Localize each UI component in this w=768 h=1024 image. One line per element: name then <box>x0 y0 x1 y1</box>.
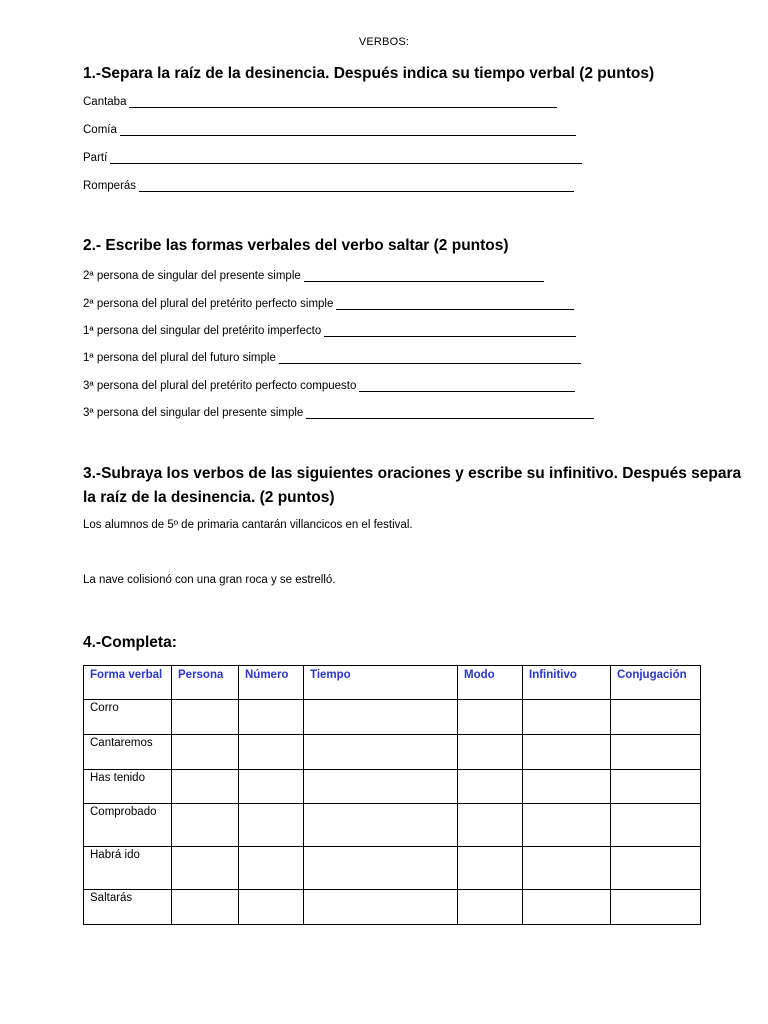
section-3-heading-line-1: 3.-Subraya los verbos de las siguientes oraciones y escribe su infinitivo. Después separa <box>83 465 742 482</box>
answer-cell[interactable] <box>458 770 523 804</box>
answer-cell[interactable] <box>239 804 304 847</box>
answer-cell[interactable] <box>172 890 239 925</box>
answer-blank[interactable] <box>129 96 557 108</box>
answer-blank[interactable] <box>304 270 544 282</box>
section-1-heading: 1.-Separa la raíz de la desinencia. Después indica su tiempo verbal (2 puntos) <box>83 65 655 82</box>
prompt-label: 1ª persona del plural del futuro simple <box>83 352 276 364</box>
answer-cell[interactable] <box>611 700 701 735</box>
column-header: Infinitivo <box>523 666 611 700</box>
prompt-label: 2ª persona del plural del pretérito perfecto simple <box>83 298 334 310</box>
column-header: Forma verbal <box>84 666 172 700</box>
answer-cell[interactable] <box>304 847 458 890</box>
table-header-row <box>84 666 701 700</box>
section-2-line <box>83 321 576 337</box>
verb-form-cell: Comprobado <box>84 804 172 847</box>
section-1-line <box>83 92 557 108</box>
table-row <box>84 890 701 925</box>
verb-label: Cantaba <box>83 96 127 108</box>
answer-cell[interactable] <box>172 804 239 847</box>
section-2-line <box>83 348 581 364</box>
section-1-line <box>83 176 574 192</box>
answer-cell[interactable] <box>611 804 701 847</box>
table-row <box>84 700 701 735</box>
answer-cell[interactable] <box>304 770 458 804</box>
answer-cell[interactable] <box>304 735 458 770</box>
verb-label: Partí <box>83 152 108 164</box>
answer-blank[interactable] <box>324 325 576 337</box>
verb-form-cell: Has tenido <box>84 770 172 804</box>
sentence-2: La nave colisionó con una gran roca y se estrelló. <box>83 574 336 586</box>
document-title: VERBOS: <box>358 36 410 48</box>
column-header: Tiempo <box>304 666 458 700</box>
answer-cell[interactable] <box>611 847 701 890</box>
answer-cell[interactable] <box>523 735 611 770</box>
sentence-1: Los alumnos de 5º de primaria cantarán villancicos en el festival. <box>83 519 413 531</box>
answer-cell[interactable] <box>458 735 523 770</box>
answer-cell[interactable] <box>304 804 458 847</box>
answer-cell[interactable] <box>611 770 701 804</box>
prompt-label: 2ª persona de singular del presente simple <box>83 270 301 282</box>
section-1-line <box>83 120 576 136</box>
answer-cell[interactable] <box>172 735 239 770</box>
table-row <box>84 847 701 890</box>
answer-cell[interactable] <box>458 700 523 735</box>
answer-cell[interactable] <box>239 735 304 770</box>
column-header: Modo <box>458 666 523 700</box>
answer-cell[interactable] <box>458 804 523 847</box>
answer-blank[interactable] <box>120 124 576 136</box>
answer-cell[interactable] <box>523 770 611 804</box>
answer-cell[interactable] <box>239 890 304 925</box>
section-2-heading: 2.- Escribe las formas verbales del verbo saltar (2 puntos) <box>83 237 509 254</box>
prompt-label: 1ª persona del singular del pretérito imperfecto <box>83 325 322 337</box>
conjugation-table <box>83 665 701 925</box>
verb-form-cell: Corro <box>84 700 172 735</box>
verb-label: Comía <box>83 124 117 136</box>
section-3-heading-line-2: la raíz de la desinencia. (2 puntos) <box>83 489 335 506</box>
verb-label: Romperás <box>83 180 137 192</box>
answer-cell[interactable] <box>239 700 304 735</box>
answer-cell[interactable] <box>239 847 304 890</box>
answer-blank[interactable] <box>110 152 582 164</box>
answer-cell[interactable] <box>523 890 611 925</box>
answer-cell[interactable] <box>523 847 611 890</box>
verb-form-cell: Cantaremos <box>84 735 172 770</box>
answer-blank[interactable] <box>279 352 581 364</box>
answer-cell[interactable] <box>172 770 239 804</box>
verb-form-cell: Habrá ido <box>84 847 172 890</box>
answer-blank[interactable] <box>359 380 575 392</box>
answer-cell[interactable] <box>523 700 611 735</box>
answer-cell[interactable] <box>239 770 304 804</box>
section-2-line <box>83 266 544 282</box>
answer-blank[interactable] <box>306 407 594 419</box>
answer-cell[interactable] <box>458 890 523 925</box>
answer-blank[interactable] <box>139 180 574 192</box>
table-row <box>84 770 701 804</box>
answer-cell[interactable] <box>458 847 523 890</box>
section-2-line <box>83 294 574 310</box>
table-row <box>84 735 701 770</box>
column-header: Persona <box>172 666 239 700</box>
column-header: Conjugación <box>611 666 701 700</box>
answer-cell[interactable] <box>172 700 239 735</box>
prompt-label: 3ª persona del plural del pretérito perfecto compuesto <box>83 380 357 392</box>
column-header: Número <box>239 666 304 700</box>
answer-cell[interactable] <box>172 847 239 890</box>
answer-cell[interactable] <box>611 735 701 770</box>
section-4-heading: 4.-Completa: <box>83 634 177 651</box>
prompt-label: 3ª persona del singular del presente simple <box>83 407 304 419</box>
table-row <box>84 804 701 847</box>
answer-cell[interactable] <box>523 804 611 847</box>
section-2-line <box>83 403 594 419</box>
section-1-line <box>83 148 582 164</box>
section-2-line <box>83 376 575 392</box>
answer-cell[interactable] <box>611 890 701 925</box>
verb-form-cell: Saltarás <box>84 890 172 925</box>
answer-cell[interactable] <box>304 890 458 925</box>
answer-blank[interactable] <box>336 298 574 310</box>
answer-cell[interactable] <box>304 700 458 735</box>
